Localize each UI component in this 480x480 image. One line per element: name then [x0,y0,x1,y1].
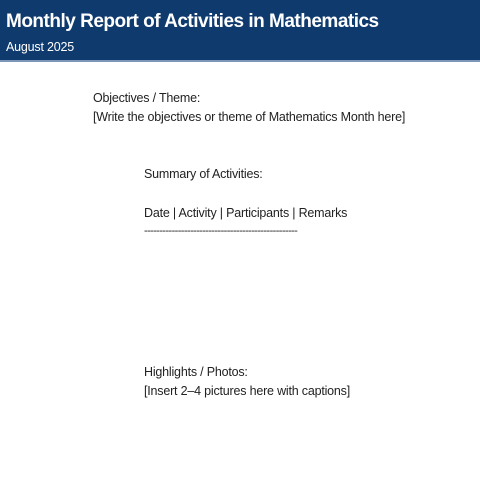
objectives-label: Objectives / Theme: [93,91,201,105]
objectives-placeholder: [Write the objectives or theme of Mathematics Month here] [93,110,406,124]
summary-separator: -------------------------------------------------- [144,225,298,237]
highlights-placeholder: [Insert 2–4 pictures here with captions] [144,384,351,398]
summary-table-header: Date | Activity | Participants | Remarks [144,206,348,220]
report-title: Monthly Report of Activities in Mathematics [6,11,379,32]
report-header [0,0,480,62]
summary-label: Summary of Activities: [144,167,263,181]
report-month: August 2025 [6,40,74,54]
highlights-label: Highlights / Photos: [144,365,248,379]
